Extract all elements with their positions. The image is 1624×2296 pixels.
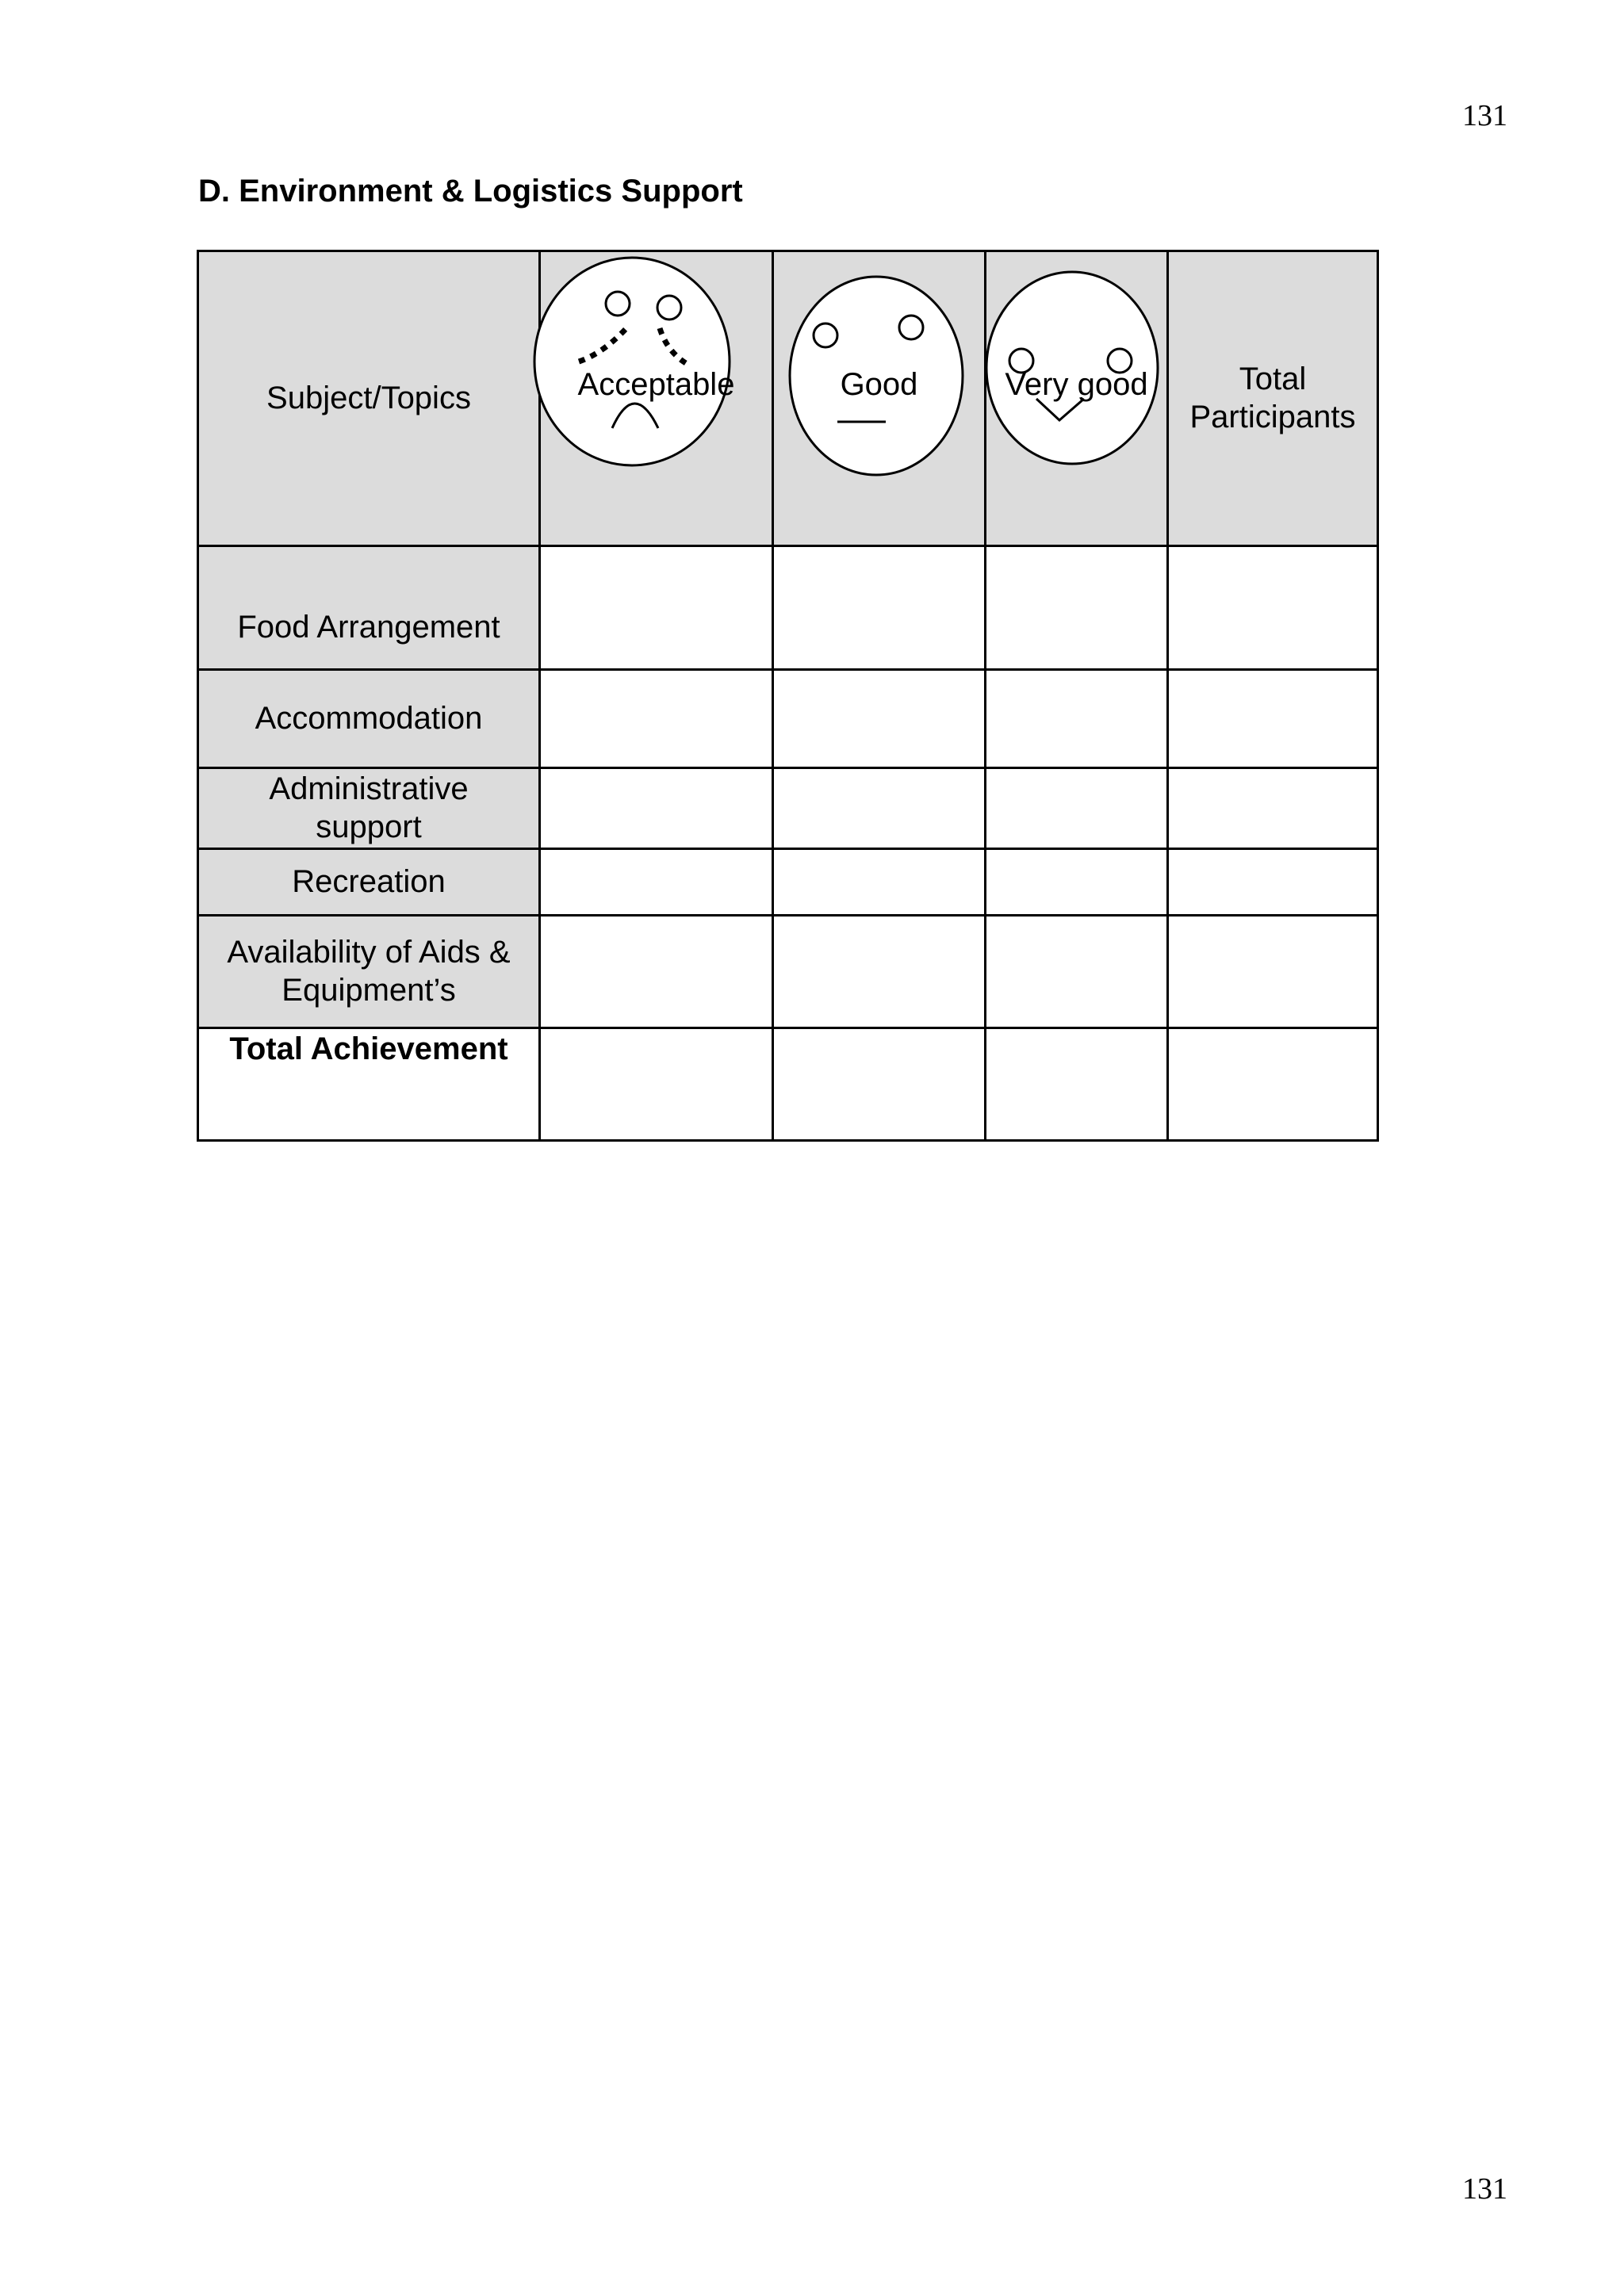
table-row bbox=[198, 768, 1378, 849]
rating-cell-good[interactable] bbox=[773, 1028, 986, 1141]
rating-cell-good[interactable] bbox=[773, 916, 986, 1028]
evaluation-table-container bbox=[197, 250, 1379, 1142]
table-row bbox=[198, 546, 1378, 670]
rating-cell-acceptable[interactable] bbox=[540, 546, 773, 670]
rating-cell-very-good[interactable] bbox=[986, 916, 1168, 1028]
page-number-top: 131 bbox=[1462, 99, 1507, 132]
row-label-recreation: Recreation bbox=[198, 849, 540, 916]
rating-cell-very-good[interactable] bbox=[986, 670, 1168, 768]
rating-cell-good[interactable] bbox=[773, 768, 986, 849]
total-participants-cell[interactable] bbox=[1168, 849, 1378, 916]
row-label-food-arrangement: Food Arrangement bbox=[198, 546, 540, 670]
total-participants-cell[interactable] bbox=[1168, 670, 1378, 768]
rating-label-very-good: Very good bbox=[1005, 366, 1148, 402]
rating-header-very-good bbox=[986, 251, 1168, 546]
table-row bbox=[198, 670, 1378, 768]
rating-label-acceptable: Acceptable bbox=[577, 366, 735, 402]
subject-topics-header: Subject/Topics bbox=[198, 251, 540, 546]
total-participants-cell[interactable] bbox=[1168, 916, 1378, 1028]
rating-header-acceptable bbox=[540, 251, 773, 546]
row-label-administrative-support: Administrative support bbox=[198, 768, 540, 849]
page-number-bottom: 131 bbox=[1462, 2172, 1507, 2206]
rating-cell-acceptable[interactable] bbox=[540, 916, 773, 1028]
rating-cell-good[interactable] bbox=[773, 546, 986, 670]
rating-cell-acceptable[interactable] bbox=[540, 1028, 773, 1141]
row-label-availability-of-aids: Availability of Aids & Equipment’s bbox=[198, 916, 540, 1028]
total-participants-cell[interactable] bbox=[1168, 768, 1378, 849]
total-participants-cell[interactable] bbox=[1168, 1028, 1378, 1141]
rating-cell-good[interactable] bbox=[773, 670, 986, 768]
table-header-row bbox=[198, 251, 1378, 546]
rating-cell-very-good[interactable] bbox=[986, 849, 1168, 916]
evaluation-table bbox=[197, 250, 1379, 1142]
table-row bbox=[198, 1028, 1378, 1141]
rating-label-good: Good bbox=[840, 366, 918, 402]
rating-cell-acceptable[interactable] bbox=[540, 670, 773, 768]
total-participants-cell[interactable] bbox=[1168, 546, 1378, 670]
row-label-accommodation: Accommodation bbox=[198, 670, 540, 768]
rating-cell-acceptable[interactable] bbox=[540, 849, 773, 916]
rating-cell-very-good[interactable] bbox=[986, 546, 1168, 670]
rating-header-good bbox=[773, 251, 986, 546]
rating-cell-good[interactable] bbox=[773, 849, 986, 916]
table-row bbox=[198, 916, 1378, 1028]
row-label-total-achievement: Total Achievement bbox=[198, 1028, 540, 1141]
rating-cell-acceptable[interactable] bbox=[540, 768, 773, 849]
total-participants-header: Total Participants bbox=[1168, 251, 1378, 546]
table-row bbox=[198, 849, 1378, 916]
rating-cell-very-good[interactable] bbox=[986, 1028, 1168, 1141]
rating-cell-very-good[interactable] bbox=[986, 768, 1168, 849]
section-title: D. Environment & Logistics Support bbox=[198, 174, 743, 209]
